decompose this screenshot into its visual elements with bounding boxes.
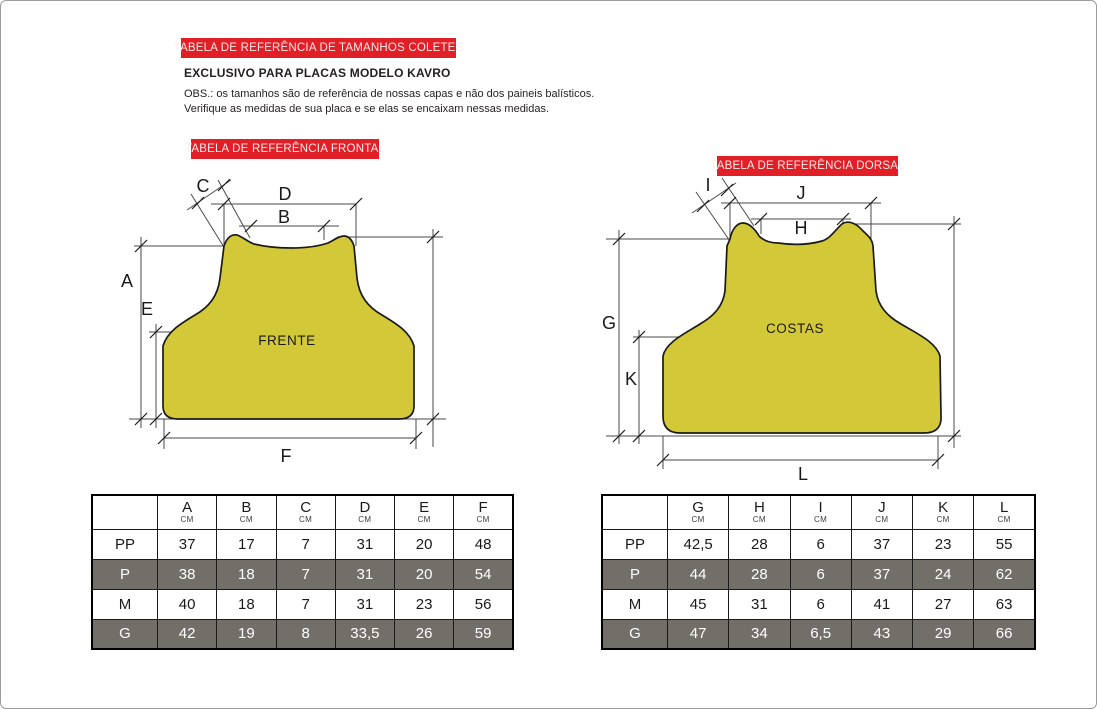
size-row-label: P — [602, 559, 668, 589]
size-value-cell: 6 — [790, 589, 851, 619]
size-value-cell: 24 — [913, 559, 974, 589]
table-corner-cell — [602, 495, 668, 529]
size-value-cell: 23 — [395, 589, 454, 619]
size-value-cell: 48 — [454, 529, 513, 559]
dim-label-E: E — [140, 299, 154, 319]
size-row-label: PP — [602, 529, 668, 559]
size-value-cell: 37 — [851, 559, 912, 589]
front-size-table — [91, 494, 514, 649]
column-header-G: G CM — [668, 495, 729, 529]
size-value-cell: 6 — [790, 529, 851, 559]
size-value-cell: 31 — [729, 589, 790, 619]
column-header-F: F CM — [454, 495, 513, 529]
column-header-D: D CM — [335, 495, 394, 529]
dim-label-G: G — [601, 313, 617, 333]
size-row-P — [602, 559, 1035, 589]
table-corner-cell — [92, 495, 158, 529]
size-row-PP — [602, 529, 1035, 559]
size-value-cell: 7 — [276, 529, 335, 559]
size-value-cell: 20 — [395, 529, 454, 559]
dim-label-C: C — [196, 176, 210, 196]
size-value-cell: 29 — [913, 619, 974, 649]
dim-label-A: A — [120, 271, 134, 291]
column-header-H: H CM — [729, 495, 790, 529]
dim-label-L: L — [797, 464, 809, 484]
size-value-cell: 42,5 — [668, 529, 729, 559]
size-value-cell: 23 — [913, 529, 974, 559]
size-value-cell: 55 — [974, 529, 1035, 559]
dorsal-diagram — [596, 166, 1016, 496]
size-row-label: G — [602, 619, 668, 649]
size-value-cell: 18 — [217, 589, 276, 619]
dorsal-plate-label: COSTAS — [765, 321, 825, 336]
size-row-label: M — [602, 589, 668, 619]
size-value-cell: 8 — [276, 619, 335, 649]
size-row-G — [602, 619, 1035, 649]
dim-label-K: K — [624, 369, 638, 389]
size-value-cell: 34 — [729, 619, 790, 649]
size-value-cell: 31 — [335, 529, 394, 559]
subtitle: EXCLUSIVO PARA PLACAS MODELO KAVRO — [184, 66, 451, 80]
size-row-label: PP — [92, 529, 158, 559]
column-header-C: C CM — [276, 495, 335, 529]
size-value-cell: 28 — [729, 529, 790, 559]
size-value-cell: 47 — [668, 619, 729, 649]
size-value-cell: 63 — [974, 589, 1035, 619]
size-row-label: G — [92, 619, 158, 649]
column-header-K: K CM — [913, 495, 974, 529]
dim-label-D: D — [278, 184, 292, 204]
size-value-cell: 7 — [276, 589, 335, 619]
main-title-banner: TABELA DE REFERÊNCIA DE TAMANHOS COLETES — [181, 38, 456, 58]
dim-label-B: B — [277, 207, 291, 227]
note-line-1: OBS.: os tamanhos são de referência de nossas capas e não dos paineis balísticos. — [184, 88, 595, 100]
size-value-cell: 6 — [790, 559, 851, 589]
size-row-G — [92, 619, 513, 649]
size-value-cell: 38 — [158, 559, 217, 589]
table-header-row — [92, 495, 513, 529]
column-header-I: I CM — [790, 495, 851, 529]
size-value-cell: 44 — [668, 559, 729, 589]
size-row-PP — [92, 529, 513, 559]
size-value-cell: 54 — [454, 559, 513, 589]
size-value-cell: 26 — [395, 619, 454, 649]
size-value-cell: 37 — [158, 529, 217, 559]
column-header-B: B CM — [217, 495, 276, 529]
size-value-cell: 66 — [974, 619, 1035, 649]
column-header-J: J CM — [851, 495, 912, 529]
size-row-label: M — [92, 589, 158, 619]
frontal-plate-shape — [163, 235, 414, 419]
dim-label-J: J — [796, 183, 806, 203]
size-value-cell: 59 — [454, 619, 513, 649]
size-value-cell: 45 — [668, 589, 729, 619]
size-value-cell: 37 — [851, 529, 912, 559]
size-value-cell: 18 — [217, 559, 276, 589]
frontal-plate-label: FRENTE — [258, 333, 316, 348]
size-value-cell: 27 — [913, 589, 974, 619]
size-value-cell: 7 — [276, 559, 335, 589]
column-header-L: L CM — [974, 495, 1035, 529]
size-row-M — [92, 589, 513, 619]
size-value-cell: 42 — [158, 619, 217, 649]
back-size-table — [601, 494, 1036, 649]
dim-label-F: F — [280, 446, 292, 466]
column-header-A: A CM — [158, 495, 217, 529]
dim-label-I: I — [705, 175, 711, 195]
dorsal-banner: TABELA DE REFERÊNCIA DORSAL — [717, 156, 898, 176]
dim-label-H: H — [794, 218, 808, 238]
size-value-cell: 43 — [851, 619, 912, 649]
frontal-diagram — [101, 166, 521, 481]
size-row-P — [92, 559, 513, 589]
size-row-label: P — [92, 559, 158, 589]
note-line-2: Verifique as medidas de sua placa e se elas se encaixam nessas medidas. — [184, 103, 550, 115]
size-value-cell: 40 — [158, 589, 217, 619]
size-value-cell: 31 — [335, 559, 394, 589]
size-row-M — [602, 589, 1035, 619]
size-value-cell: 33,5 — [335, 619, 394, 649]
size-value-cell: 62 — [974, 559, 1035, 589]
size-value-cell: 6,5 — [790, 619, 851, 649]
column-header-E: E CM — [395, 495, 454, 529]
frontal-banner: TABELA DE REFERÊNCIA FRONTAL — [191, 139, 379, 159]
size-value-cell: 19 — [217, 619, 276, 649]
table-header-row — [602, 495, 1035, 529]
size-value-cell: 41 — [851, 589, 912, 619]
size-value-cell: 56 — [454, 589, 513, 619]
size-value-cell: 20 — [395, 559, 454, 589]
size-value-cell: 17 — [217, 529, 276, 559]
size-value-cell: 28 — [729, 559, 790, 589]
size-value-cell: 31 — [335, 589, 394, 619]
